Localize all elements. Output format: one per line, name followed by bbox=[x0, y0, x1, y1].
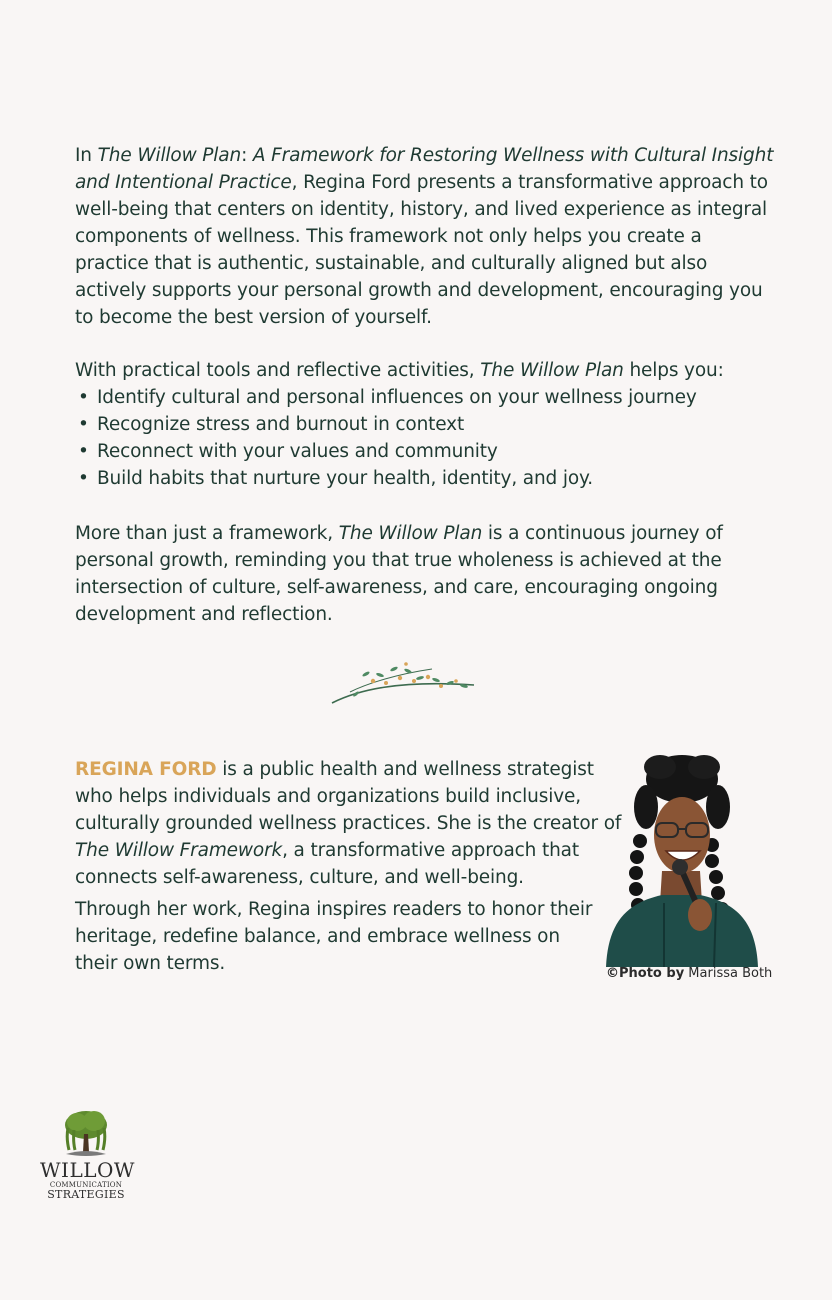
framework-title: The Willow Framework bbox=[75, 840, 283, 861]
book-title: The Willow Plan bbox=[338, 523, 483, 544]
book-subtitle: A Framework for Restoring Wellness with Cultural Insight and Intentional Practice bbox=[75, 145, 774, 193]
photo-credit: ©Photo by Marissa Both bbox=[606, 966, 773, 981]
closing-paragraph: More than just a framework, The Willow Plan is a continuous journey of personal growth, reminding you that true wholeness is achieved at the intersection of culture, self-awareness, and care, encouraging ongoing development and reflection. bbox=[75, 523, 723, 625]
sprig-icon bbox=[328, 656, 478, 708]
author-name: REGINA FORD bbox=[75, 759, 217, 780]
author-bio-2: Through her work, Regina inspires readers to honor their heritage, redefine balance, and embrace wellness on their own terms. bbox=[75, 899, 593, 974]
willow-logo bbox=[40, 1108, 135, 1201]
author-bio: REGINA FORD is a public health and wellness strategist who helps individuals and organizations build inclusive, culturally grounded wellness practices. She is the creator of The Willow Framework, a transformative approach that connects self-awareness, culture, and well-being. bbox=[75, 759, 622, 888]
logo-subtitle-1: COMMUNICATION bbox=[49, 1181, 123, 1189]
logo-wordmark: WILLOW bbox=[40, 1158, 135, 1182]
tools-intro: With practical tools and reflective activities, The Willow Plan helps you: bbox=[75, 360, 724, 381]
list-item: • Reconnect with your values and community bbox=[78, 441, 498, 462]
book-title: The Willow Plan bbox=[480, 360, 624, 381]
book-title: The Willow Plan bbox=[97, 145, 242, 166]
intro-paragraph: In The Willow Plan: A Framework for Restoring Wellness with Cultural Insight and Intentional Practice, Regina Ford presents a transformative approach to well-being that centers on identity, history, and lived experience as integral components of wellness. This framework not only helps you create a practice that is authentic, sustainable, and culturally aligned but also actively supports your personal growth and development, encouraging you to become the best version of yourself. bbox=[75, 145, 774, 328]
logo-subtitle-2: STRATEGIES bbox=[47, 1188, 125, 1201]
benefits-list bbox=[78, 384, 697, 492]
willow-tree-icon bbox=[60, 1108, 112, 1160]
list-item: • Identify cultural and personal influences on your wellness journey bbox=[78, 387, 697, 408]
author-photo bbox=[604, 753, 760, 967]
list-item: • Build habits that nurture your health, identity, and joy. bbox=[78, 468, 593, 489]
list-item: • Recognize stress and burnout in context bbox=[78, 414, 465, 435]
